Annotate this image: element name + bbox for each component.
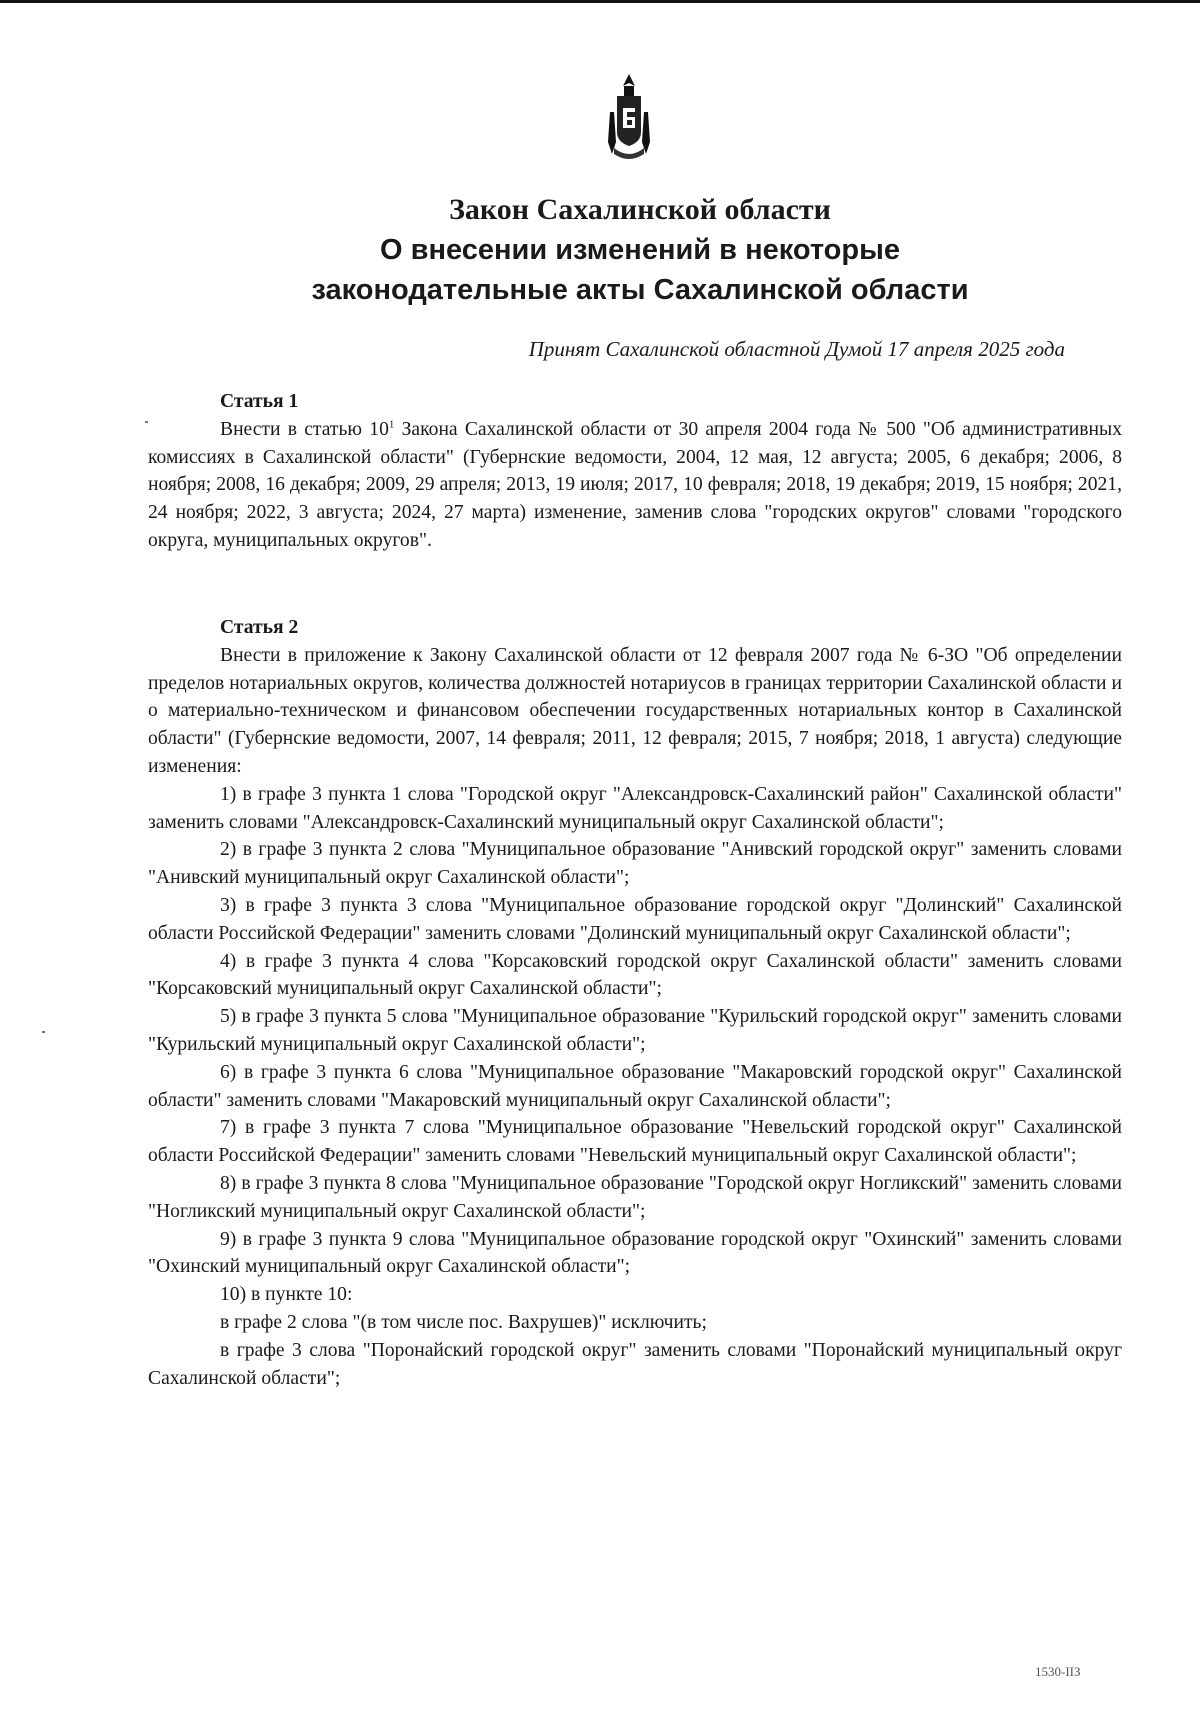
list-item: 1) в графе 3 пункта 1 слова "Городской округ "Александровск-Сахалинский район" Сахалинской области" заменить словами "Александровск-Сахалинский муниципальный округ Сахалинской области";: [148, 783, 1122, 833]
document-code: 1530-ІІЗ: [1035, 1664, 1081, 1679]
list-item: в графе 2 слова "(в том числе пос. Вахрушев)" исключить;: [220, 1311, 707, 1333]
document-title: Закон Сахалинской области: [449, 193, 831, 226]
list-item: 4) в графе 3 пункта 4 слова "Корсаковский городской округ Сахалинской области" заменить словами "Корсаковский муниципальный округ Сахалинской области";: [148, 950, 1122, 1000]
article-1-text-part2: Закона Сахалинской области от 30 апреля 2004 года № 500 "Об административных комиссиях в Сахалинской области" (Губернские ведомости, 2004, 12 мая, 12 августа; 2005, 6 декабря; 2006, 8 ноября; 2008, 16 декабря; 2009, 29 апреля; 2013, 19 июля; 2017, 10 февраля; 2018, 19 декабря; 2019, 15 ноября; 2021, 24 ноября; 2022, 3 августа; 2024, 27 марта) изменение, заменив слова "городских округов" словами "городского округа, муниципальных округов".: [148, 418, 1122, 551]
list-item: 10) в пункте 10:: [220, 1284, 353, 1306]
superscript: 1: [388, 418, 395, 431]
list-item: 6) в графе 3 пункта 6 слова "Муниципальное образование "Макаровский городской округ" Сахалинской области" заменить словами "Макаровский муниципальный округ Сахалинской области";: [148, 1061, 1122, 1111]
list-item: 5) в графе 3 пункта 5 слова "Муниципальное образование "Курильский городской округ" заменить словами "Курильский муниципальный округ Сахалинской области";: [148, 1006, 1122, 1055]
list-item: 3) в графе 3 пункта 3 слова "Муниципальное образование городской округ "Долинский" Сахалинской области Российской Федерации" заменить словами "Долинский муниципальный округ Сахалинской области";: [148, 894, 1122, 944]
article-2: [148, 614, 1122, 1392]
adoption-note: Принят Сахалинской областной Думой 17 апреля 2025 года: [528, 337, 1065, 361]
article-1-text-part1: Внести в статью 10: [220, 418, 389, 440]
article-2-intro: Внести в приложение к Закону Сахалинской области от 12 февраля 2007 года № 6-ЗО "Об определении пределов нотариальных округов, количества должностей нотариусов в границах территории Сахалинской области и о материально-техническом и финансовом обеспечении государственных нотариальных контор в Сахалинской области" (Губернские ведомости, 2007, 14 февраля; 2011, 12 февраля; 2015, 7 ноября; 2018, 1 августа) следующие изменения:: [148, 644, 1122, 777]
list-item: 2) в графе 3 пункта 2 слова "Муниципальное образование "Анивский городской округ" заменить словами "Анивский муниципальный округ Сахалинской области";: [148, 839, 1122, 889]
top-border-line: [0, 0, 1200, 3]
article-1: [148, 388, 1122, 555]
list-item: 8) в графе 3 пункта 8 слова "Муниципальное образование "Городской округ Ногликский" заменить словами "Ногликский муниципальный округ Сахалинской области";: [148, 1172, 1122, 1222]
article-2-title: Статья 2: [220, 617, 299, 638]
document-subtitle-line2: законодательные акты Сахалинской области: [311, 274, 969, 306]
document-subtitle-line1: О внесении изменений в некоторые: [380, 234, 900, 266]
article-1-title: Статья 1: [220, 391, 299, 412]
scan-speck: [145, 421, 148, 423]
coat-of-arms-icon: [604, 72, 654, 162]
article-1-text: [148, 416, 1122, 555]
list-item: в графе 3 слова "Поронайский городской округ" заменить словами "Поронайский муниципальный округ Сахалинской области";: [148, 1339, 1122, 1389]
scan-speck: [42, 1031, 45, 1033]
list-item: 7) в графе 3 пункта 7 слова "Муниципальное образование "Невельский городской округ" Сахалинской области Российской Федерации" заменить словами "Невельский муниципальный округ Сахалинской области";: [148, 1117, 1122, 1167]
list-item: 9) в графе 3 пункта 9 слова "Муниципальное образование городской округ "Охинский" заменить словами "Охинский муниципальный округ Сахалинской области";: [148, 1228, 1122, 1278]
